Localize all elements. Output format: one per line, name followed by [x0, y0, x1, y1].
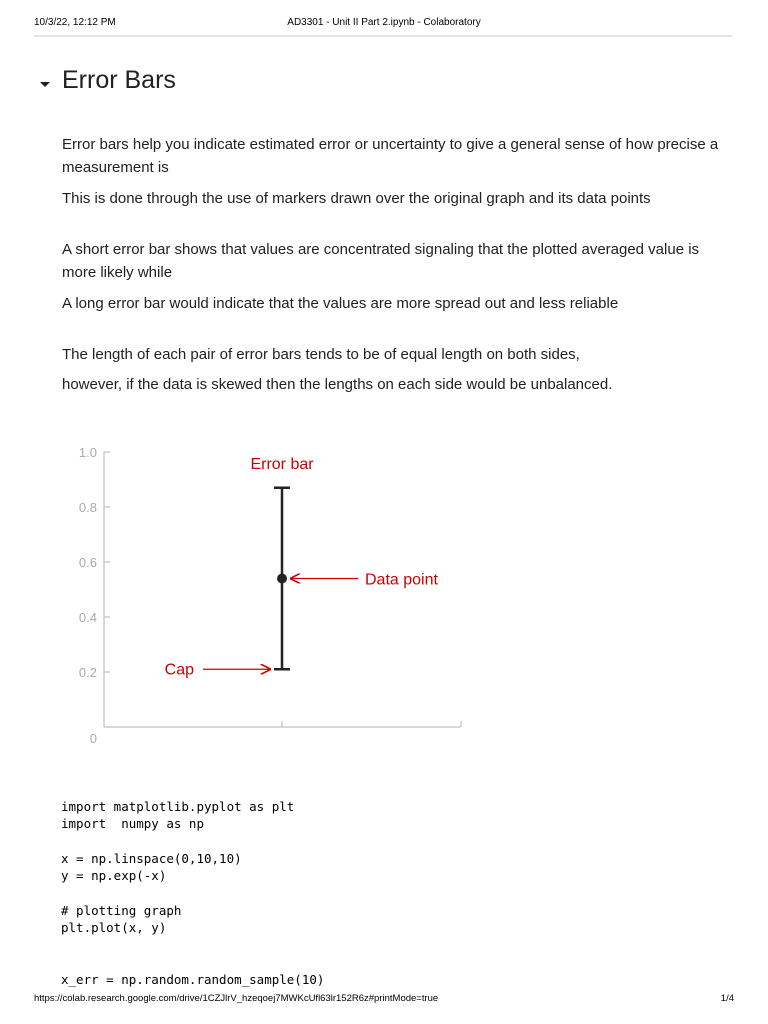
code-line — [61, 884, 661, 901]
y-tick-label: 0.8 — [78, 500, 97, 515]
print-datetime: 10/3/22, 12:12 PM — [34, 17, 116, 28]
error-bar-annotation: Error bar — [250, 455, 314, 473]
code-cell[interactable] — [61, 798, 661, 988]
code-line: # plotting graph — [61, 902, 182, 918]
code-line — [61, 954, 661, 971]
code-line: plt.plot(x, y) — [61, 920, 167, 936]
code-line: y = np.exp(-x) — [61, 868, 167, 884]
paragraph: however, if the data is skewed then the lengths on each side would be unbalanced. — [62, 376, 613, 393]
data-point-annotation: Data point — [365, 571, 438, 589]
caret-down-icon[interactable] — [38, 79, 52, 89]
paragraph: The length of each pair of error bars tends to be of equal length on both sides, — [62, 346, 580, 363]
paragraph: This is done through the use of markers drawn over the original graph and its data points — [62, 190, 651, 207]
paragraph: A long error bar would indicate that the values are more spread out and less reliable — [62, 295, 619, 312]
code-line: import numpy as np — [61, 816, 204, 832]
print-header — [0, 0, 768, 36]
code-line — [61, 833, 661, 850]
y-tick-label: 0 — [89, 731, 97, 746]
header-divider — [34, 35, 732, 37]
code-line: import matplotlib.pyplot as plt — [61, 799, 295, 814]
section-title: Error Bars — [62, 66, 176, 94]
code-line: x_err = np.random.random_sample(10) — [61, 971, 325, 987]
cap-annotation: Cap — [164, 661, 194, 679]
print-url: https://colab.research.google.com/drive/1CZJlrV_hzeqoej7MWKcUfl63lr152R6z#printMode=true — [34, 993, 439, 1004]
code-line — [61, 936, 661, 953]
error-bar-chart — [60, 432, 480, 752]
y-tick-label: 1.0 — [78, 445, 97, 460]
code-line: x = np.linspace(0,10,10) — [61, 850, 242, 866]
print-footer — [0, 993, 768, 1007]
paragraph: A short error bar shows that values are concentrated signaling that the plotted averaged value is more likely while — [62, 241, 700, 281]
y-tick-label: 0.4 — [78, 610, 97, 625]
chart-svg — [60, 432, 480, 752]
paragraph: Error bars help you indicate estimated error or uncertainty to give a general sense of how precise a measurement is — [62, 136, 719, 176]
y-tick-label: 0.2 — [78, 665, 97, 680]
print-page-number: 1/4 — [720, 993, 734, 1004]
print-doc-title: AD3301 - Unit II Part 2.ipynb - Colaboratory — [287, 17, 481, 28]
y-tick-label: 0.6 — [78, 555, 97, 570]
data-point — [277, 574, 287, 584]
